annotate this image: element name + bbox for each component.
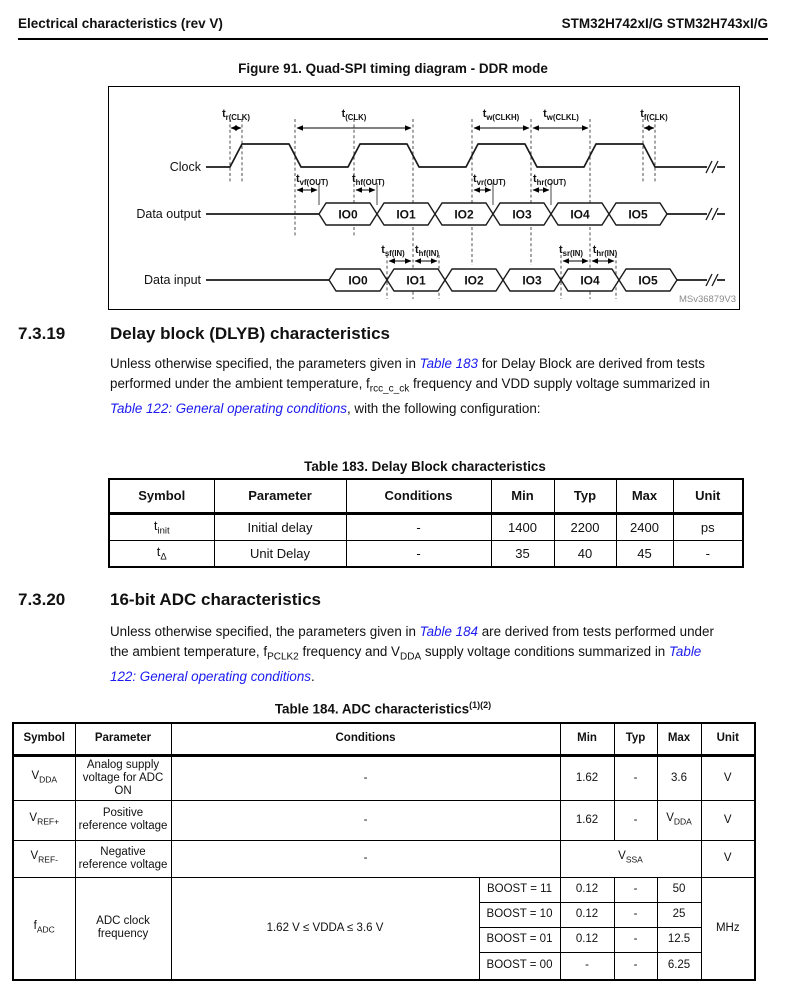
header-section-title: Electrical characteristics (rev V) bbox=[18, 16, 223, 31]
table-row bbox=[109, 513, 743, 540]
t184-fadc-symbol: $f_{ADC}$ bbox=[13, 877, 75, 980]
data-output-cells bbox=[319, 203, 667, 225]
io-in-5: IO5 bbox=[638, 273, 658, 288]
section-adc-paragraph bbox=[110, 622, 714, 686]
t183-r0-conditions: - bbox=[346, 513, 491, 540]
t183-r1-symbol: $t_\Delta$ bbox=[109, 540, 214, 567]
table-184 bbox=[12, 722, 756, 981]
io-in-1: IO1 bbox=[406, 273, 426, 288]
io-in-4: IO4 bbox=[580, 273, 600, 288]
label-tr-clk: $t_{r(CLK)}$ bbox=[222, 108, 250, 122]
t183-r1-min: 35 bbox=[491, 540, 554, 567]
io-out-0: IO0 bbox=[338, 207, 358, 222]
t184-vrefp-conditions: - bbox=[171, 800, 560, 840]
t183-h-parameter: Parameter bbox=[214, 479, 346, 513]
data-input-break-icon bbox=[706, 274, 718, 286]
io-out-3: IO3 bbox=[512, 207, 532, 222]
figure-title: Figure 91. Quad-SPI timing diagram - DDR mode bbox=[238, 61, 548, 76]
t184-fadc-typ-2: - bbox=[614, 927, 657, 952]
io-in-2: IO2 bbox=[464, 273, 484, 288]
t183-r0-parameter: Initial delay bbox=[214, 513, 346, 540]
link-table-122-a[interactable]: Table 122: General operating conditions bbox=[110, 400, 347, 416]
t184-h-min: Min bbox=[560, 723, 614, 755]
clock-row-label: Clock bbox=[169, 160, 201, 174]
t184-vrefp-min: 1.62 bbox=[560, 800, 614, 840]
t184-fadc-typ-1: - bbox=[614, 902, 657, 927]
t184-fadc-unit: MHz bbox=[701, 877, 755, 980]
adc-text-1: are derived from tests performed under the ambient temperature, f bbox=[110, 624, 714, 659]
t183-h-unit: Unit bbox=[673, 479, 743, 513]
t183-h-typ: Typ bbox=[554, 479, 616, 513]
section-dlyb-title: Delay block (DLYB) characteristics bbox=[110, 324, 390, 343]
t184-fadc-min-3: - bbox=[560, 952, 614, 980]
section-dlyb-paragraph bbox=[110, 354, 714, 418]
timing-diagram-svg bbox=[109, 87, 738, 308]
t183-h-conditions: Conditions bbox=[346, 479, 491, 513]
adc-sub-vdda: DDA bbox=[400, 651, 422, 663]
io-out-4: IO4 bbox=[570, 207, 590, 222]
data-input-row-label: Data input bbox=[144, 273, 201, 287]
link-table-122-b[interactable]: Table 122: General operating conditions bbox=[110, 643, 702, 684]
table-184-title: Table 184. ADC characteristics$^{(1)(2)}$ bbox=[274, 700, 492, 717]
label-tw-clkl: $t_{w(CLKL)}$ bbox=[543, 108, 579, 122]
section-adc-title: 16-bit ADC characteristics bbox=[110, 590, 322, 609]
io-in-0: IO0 bbox=[348, 273, 368, 288]
t184-vrefp-max: $V_{DDA}$ bbox=[657, 800, 701, 840]
t183-h-symbol: Symbol bbox=[109, 479, 214, 513]
table-184-header-row bbox=[13, 723, 755, 755]
table-row bbox=[13, 800, 755, 840]
t183-r1-typ: 40 bbox=[554, 540, 616, 567]
dlyb-text-3: , with the following configuration: bbox=[346, 400, 541, 416]
label-tsr-in: $t_{sr(IN)}$ bbox=[559, 244, 583, 258]
adc-text-2: frequency and V bbox=[298, 643, 400, 659]
t184-h-conditions: Conditions bbox=[171, 723, 560, 755]
t184-fadc-max-0: 50 bbox=[657, 877, 701, 902]
data-output-break-icon bbox=[706, 208, 718, 220]
dlyb-text-1: for Delay Block are derived from tests performed under the ambient temperature, f bbox=[110, 356, 705, 391]
t184-fadc-boost-0: BOOST = 11 bbox=[479, 877, 560, 902]
t184-vrefm-min-typ-max: $V_{SSA}$ bbox=[560, 840, 701, 877]
label-tf-clk: $t_{f(CLK)}$ bbox=[640, 108, 668, 122]
t184-vdda-conditions: - bbox=[171, 755, 560, 800]
t184-fadc-min-2: 0.12 bbox=[560, 927, 614, 952]
adc-sub-fpclk2: PCLK2 bbox=[267, 651, 299, 663]
header-part-numbers: STM32H742xI/G STM32H743xI/G bbox=[561, 16, 768, 31]
t184-fadc-typ-0: - bbox=[614, 877, 657, 902]
clock-break-icon bbox=[706, 161, 718, 173]
t184-fadc-max-1: 25 bbox=[657, 902, 701, 927]
t184-fadc-boost-2: BOOST = 01 bbox=[479, 927, 560, 952]
t183-r0-min: 1400 bbox=[491, 513, 554, 540]
t184-vrefp-parameter: Positive reference voltage bbox=[75, 800, 171, 840]
t183-r0-typ: 2200 bbox=[554, 513, 616, 540]
t183-r1-unit: - bbox=[673, 540, 743, 567]
t184-vrefp-typ: - bbox=[614, 800, 657, 840]
label-thf-in: $t_{hf(IN)}$ bbox=[415, 244, 439, 258]
t184-fadc-min-0: 0.12 bbox=[560, 877, 614, 902]
t184-vdda-min: 1.62 bbox=[560, 755, 614, 800]
t184-vrefm-unit: V bbox=[701, 840, 755, 877]
section-adc-number: 7.3.20 bbox=[18, 590, 66, 609]
dlyb-sub-frcc: rcc_c_ck bbox=[369, 383, 410, 395]
label-thr-out: $t_{hr(OUT)}$ bbox=[533, 173, 567, 187]
link-table-183[interactable]: Table 183 bbox=[419, 356, 478, 371]
table-183-title: Table 183. Delay Block characteristics bbox=[304, 459, 546, 474]
t183-r0-max: 2400 bbox=[616, 513, 673, 540]
table-row bbox=[109, 540, 743, 567]
t184-vrefm-conditions: - bbox=[171, 840, 560, 877]
t184-vrefp-symbol: $V_{REF+}$ bbox=[13, 800, 75, 840]
t184-h-max: Max bbox=[657, 723, 701, 755]
t184-vdda-typ: - bbox=[614, 755, 657, 800]
t184-vrefp-unit: V bbox=[701, 800, 755, 840]
t183-r1-conditions: - bbox=[346, 540, 491, 567]
io-out-2: IO2 bbox=[454, 207, 474, 222]
clock-waveform bbox=[206, 144, 725, 167]
label-thf-out: $t_{hf(OUT)}$ bbox=[352, 173, 385, 187]
table-row bbox=[13, 877, 755, 902]
label-tsf-in: $t_{sf(IN)}$ bbox=[381, 244, 405, 258]
t184-fadc-min-1: 0.12 bbox=[560, 902, 614, 927]
label-tvf-out: $t_{vf(OUT)}$ bbox=[296, 173, 329, 187]
t184-fadc-boost-1: BOOST = 10 bbox=[479, 902, 560, 927]
table-row bbox=[13, 840, 755, 877]
t183-r0-symbol: $t_{init}$ bbox=[109, 513, 214, 540]
header-rule bbox=[18, 38, 768, 40]
table-184-footnote-marks: (1)(2) bbox=[469, 700, 492, 710]
t183-h-min: Min bbox=[491, 479, 554, 513]
t184-vdda-max: 3.6 bbox=[657, 755, 701, 800]
t184-fadc-parameter: ADC clock frequency bbox=[75, 877, 171, 980]
dlyb-text-0: Unless otherwise specified, the parameters given in bbox=[110, 356, 420, 371]
figure-timing-diagram bbox=[108, 86, 740, 310]
t184-vdda-parameter: Analog supply voltage for ADC ON bbox=[75, 755, 171, 800]
data-input-cells bbox=[329, 269, 677, 291]
link-table-184[interactable]: Table 184 bbox=[419, 624, 478, 639]
dlyb-text-2: frequency and VDD supply voltage summarized in bbox=[409, 375, 710, 391]
t184-vrefm-parameter: Negative reference voltage bbox=[75, 840, 171, 877]
table-183 bbox=[108, 478, 744, 568]
t183-r0-unit: ps bbox=[673, 513, 743, 540]
label-thr-in: $t_{hr(IN)}$ bbox=[592, 244, 618, 258]
data-output-row-label: Data output bbox=[136, 207, 201, 221]
adc-text-0: Unless otherwise specified, the parameters given in bbox=[110, 624, 420, 639]
adc-text-4: . bbox=[311, 668, 315, 684]
t184-vrefm-symbol: $V_{REF-}$ bbox=[13, 840, 75, 877]
table-183-header-row bbox=[109, 479, 743, 513]
t183-r1-parameter: Unit Delay bbox=[214, 540, 346, 567]
adc-text-3: supply voltage conditions summarized in bbox=[421, 643, 669, 659]
t184-vdda-symbol: $V_{DDA}$ bbox=[13, 755, 75, 800]
t184-fadc-max-2: 12.5 bbox=[657, 927, 701, 952]
table-row bbox=[13, 755, 755, 800]
t184-h-parameter: Parameter bbox=[75, 723, 171, 755]
io-in-3: IO3 bbox=[522, 273, 542, 288]
t184-fadc-boost-3: BOOST = 00 bbox=[479, 952, 560, 980]
label-t-clk: $t_{(CLK)}$ bbox=[341, 108, 367, 122]
t183-r1-max: 45 bbox=[616, 540, 673, 567]
t184-fadc-max-3: 6.25 bbox=[657, 952, 701, 980]
t184-vdda-unit: V bbox=[701, 755, 755, 800]
label-tw-clkh: $t_{w(CLKH)}$ bbox=[482, 108, 520, 122]
t184-h-typ: Typ bbox=[614, 723, 657, 755]
io-out-5: IO5 bbox=[628, 207, 648, 222]
t184-h-symbol: Symbol bbox=[13, 723, 75, 755]
t183-h-max: Max bbox=[616, 479, 673, 513]
io-out-1: IO1 bbox=[396, 207, 416, 222]
t184-fadc-condition: 1.62 V ≤ VDDA ≤ 3.6 V bbox=[171, 877, 479, 980]
t184-fadc-typ-3: - bbox=[614, 952, 657, 980]
section-dlyb-number: 7.3.19 bbox=[18, 324, 66, 343]
label-tvr-out: $t_{vr(OUT)}$ bbox=[473, 173, 506, 187]
measure-arrows bbox=[231, 128, 654, 261]
t184-h-unit: Unit bbox=[701, 723, 755, 755]
figure-watermark: MSv36879V3 bbox=[678, 294, 736, 305]
page-header bbox=[18, 16, 768, 31]
